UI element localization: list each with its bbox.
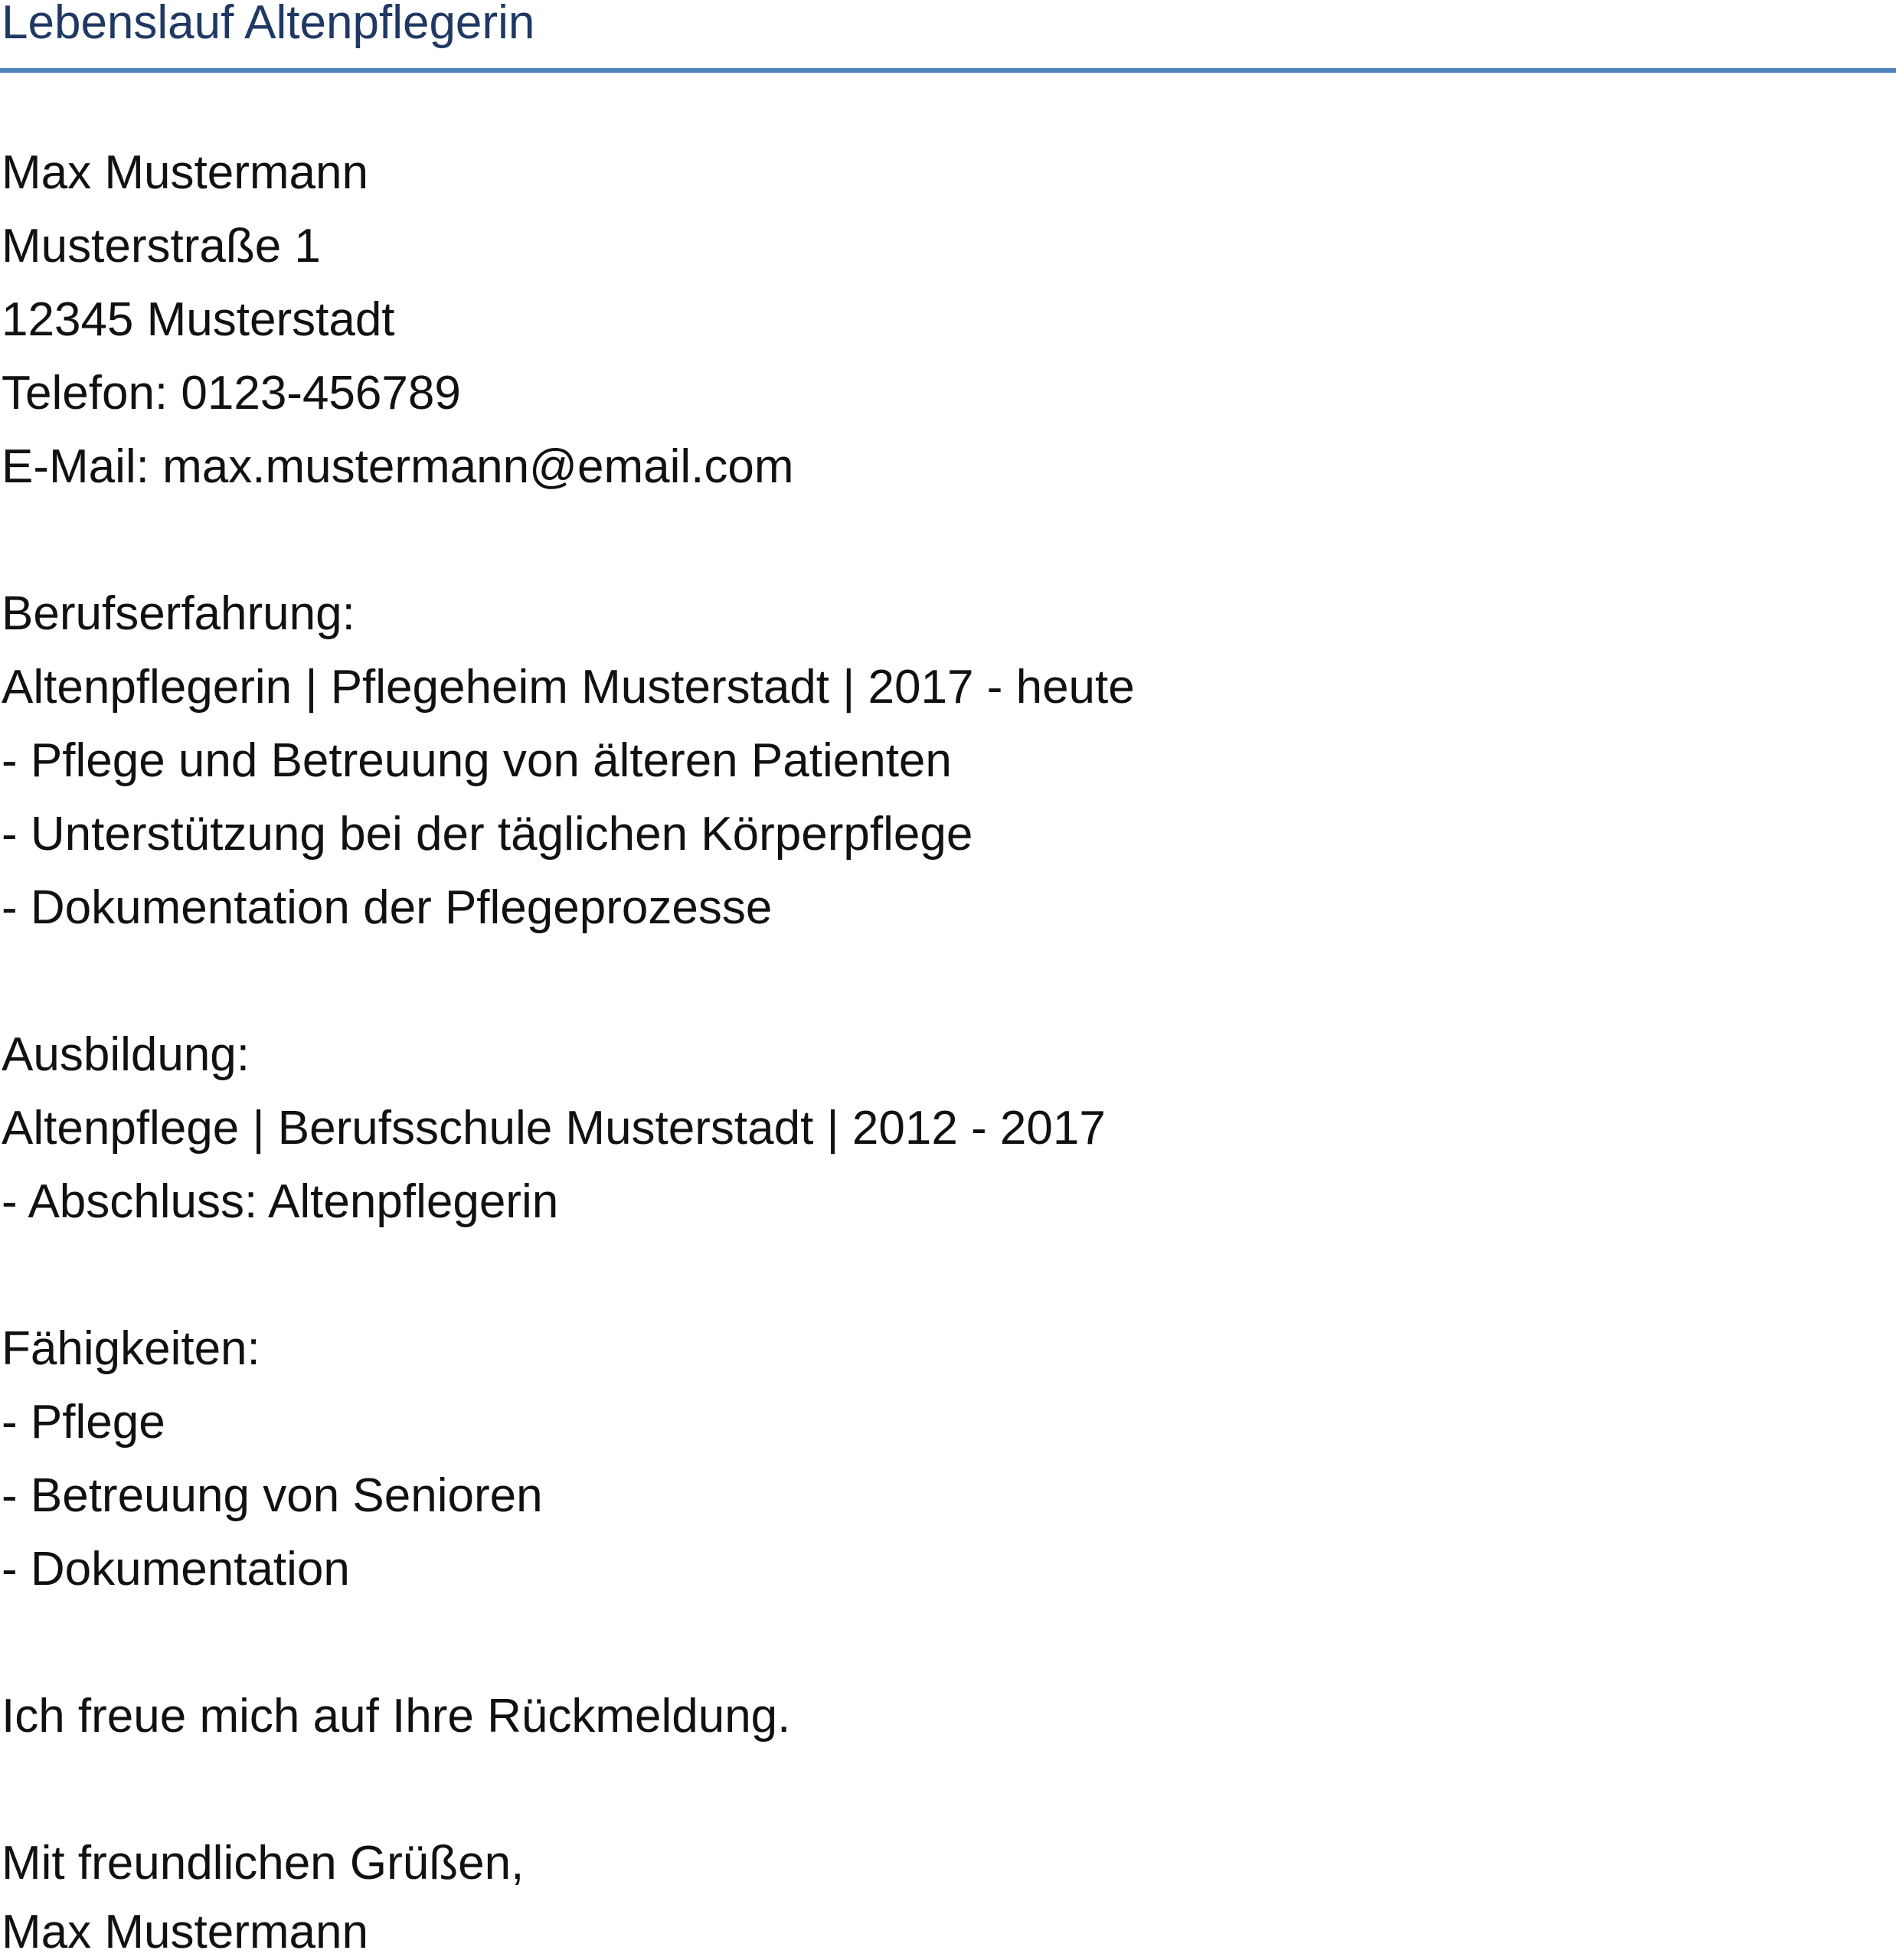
experience-position: Altenpflegerin | Pflegeheim Musterstadt | 2017 - heute (2, 661, 1135, 714)
skills-item: - Betreuung von Senioren (2, 1469, 543, 1522)
title-underline (0, 68, 1896, 73)
education-item: - Abschluss: Altenpflegerin (2, 1175, 559, 1228)
contact-phone: Telefon: 0123-456789 (2, 367, 461, 420)
experience-item: - Dokumentation der Pflegeprozesse (2, 881, 773, 934)
skills-item: - Dokumentation (2, 1543, 350, 1596)
experience-heading: Berufserfahrung: (2, 587, 355, 640)
experience-item: - Unterstützung bei der täglichen Körperpflege (2, 808, 973, 861)
education-program: Altenpflege | Berufsschule Musterstadt | 2012 - 2017 (2, 1102, 1106, 1155)
contact-city: 12345 Musterstadt (2, 293, 395, 346)
closing-message: Ich freue mich auf Ihre Rückmeldung. (2, 1690, 791, 1743)
document-title: Lebenslauf Altenpflegerin (2, 0, 535, 49)
education-heading: Ausbildung: (2, 1028, 250, 1081)
contact-street: Musterstraße 1 (2, 220, 321, 273)
skills-heading: Fähigkeiten: (2, 1322, 260, 1375)
closing-greeting: Mit freundlichen Grüßen, (2, 1837, 525, 1890)
skills-item: - Pflege (2, 1396, 165, 1449)
signature-name: Max Mustermann (2, 1906, 368, 1958)
contact-name: Max Mustermann (2, 146, 368, 199)
experience-item: - Pflege und Betreuung von älteren Patienten (2, 734, 952, 787)
contact-email: E-Mail: max.mustermann@email.com (2, 440, 794, 493)
